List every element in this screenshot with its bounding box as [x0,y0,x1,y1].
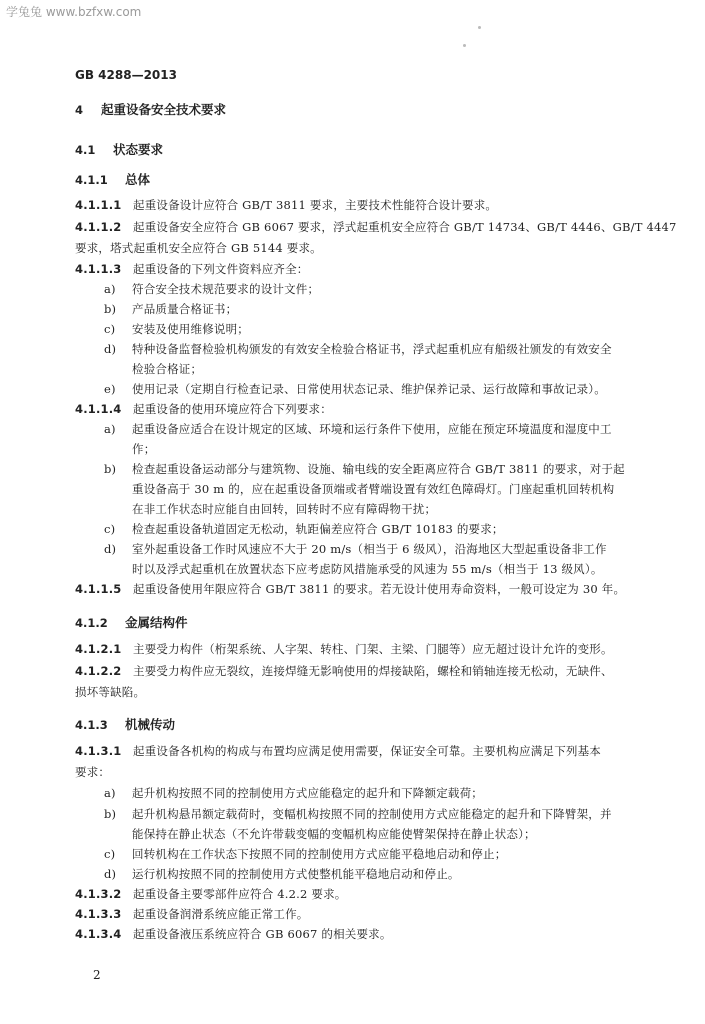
clause-number: 4.1.3 [75,718,108,732]
paragraph-number: 4.1.1.4 [75,402,122,416]
list-text: 起重设备应适合在设计规定的区域、环境和运行条件下使用，应能在预定环境温度和湿度中工 [132,422,612,436]
list-item [104,341,612,357]
clause-number: 4.1.1 [75,173,108,187]
list-text: 安装及使用维修说明； [132,322,249,336]
paragraph-4-1-1-4 [75,401,332,417]
list-item [104,785,483,801]
standard-code: GB 4288—2013 [75,68,177,82]
paragraph-text: 起重设备润滑系统应能正常工作。 [133,907,309,921]
paragraph-4-1-3-1 [75,743,601,759]
list-continuation: 重设备高于 30 m 的，应在起重设备顶端或者臂端设置有效红色障碍灯。门座起重机回转机构 [132,482,615,496]
paragraph-text: 主要受力构件应无裂纹，连接焊缝无影响使用的焊接缺陷，螺栓和销轴连接无松动，无缺件、 [133,664,613,678]
paragraph-continuation: 损坏等缺陷。 [75,685,146,699]
paragraph-number: 4.1.1.2 [75,220,122,234]
list-label: a) [104,786,116,800]
paragraph-text: 起重设备使用年限应符合 GB/T 3811 的要求。若无设计使用寿命资料，一般可设定为 30 年。 [133,582,626,596]
list-text: 使用记录（定期自行检查记录、日常使用状态记录、维护保养记录、运行故障和事故记录）。 [132,382,606,396]
paragraph-text: 主要受力构件（桁架系统、人字架、转柱、门架、主梁、门腿等）应无超过设计允许的变形。 [133,642,613,656]
list-item [104,301,237,317]
paragraph-4-1-1-5 [75,581,625,597]
list-label: c) [104,847,116,861]
list-label: b) [104,462,117,476]
paragraph-4-1-2-1 [75,641,613,657]
list-text: 室外起重设备工作时风速应不大于 20 m/s（相当于 6 级风），沿海地区大型起重设备非工作 [132,542,607,556]
subsection-heading [75,140,163,158]
list-label: c) [104,322,116,336]
paragraph-continuation: 要求： [75,765,111,779]
list-continuation: 时以及浮式起重机在放置状态下应考虑防风措施承受的风速为 55 m/s（相当于 13 级风）。 [132,562,603,576]
clause-heading [75,715,175,733]
paragraph-4-1-3-2 [75,886,346,902]
list-continuation: 在非工作状态时应能自由回转，回转时不应有障碍物干扰； [132,502,437,516]
list-item [104,806,612,822]
paragraph-number: 4.1.1.1 [75,198,122,212]
paragraph-4-1-1-2 [75,219,677,235]
list-item [104,541,607,557]
paragraph-text: 起重设备各机构的构成与布置均应满足使用需要，保证安全可靠。主要机构应满足下列基本 [133,744,601,758]
paragraph-number: 4.1.2.2 [75,664,122,678]
clause-heading [75,613,188,631]
paragraph-number: 4.1.2.1 [75,642,122,656]
list-label: d) [104,542,117,556]
list-text: 特种设备监督检验机构颁发的有效安全检验合格证书，浮式起重机应有船级社颁发的有效安全 [132,342,612,356]
clause-title: 总体 [125,172,151,187]
list-item [104,521,504,537]
paragraph-4-1-3-3 [75,906,309,922]
clause-title: 机械传动 [125,717,176,732]
list-continuation: 能保持在静止状态（不允许带载变幅的变幅机构应能使臂架保持在静止状态）； [132,827,536,841]
section-number: 4 [75,103,84,117]
list-text: 回转机构在工作状态下按照不同的控制使用方式应能平稳地启动和停止； [132,847,507,861]
paragraph-text: 起重设备的下列文件资料应齐全： [133,262,309,276]
section-title: 起重设备安全技术要求 [101,102,227,117]
list-label: e) [104,382,116,396]
list-label: d) [104,867,117,881]
list-text: 运行机构按照不同的控制使用方式使整机能平稳地启动和停止。 [132,867,460,881]
subsection-title: 状态要求 [113,142,164,157]
list-label: b) [104,302,117,316]
paragraph-number: 4.1.3.2 [75,887,122,901]
list-text: 产品质量合格证书； [132,302,238,316]
paragraph-text: 起重设备主要零部件应符合 4.2.2 要求。 [133,887,347,901]
section-heading [75,100,226,118]
subsection-number: 4.1 [75,143,96,157]
list-item [104,866,460,882]
list-label: b) [104,807,117,821]
list-text: 起升机构悬吊额定载荷时，变幅机构按照不同的控制使用方式应能稳定的起升和下降臂架，并 [132,807,612,821]
list-continuation: 检验合格证； [132,362,203,376]
paragraph-4-1-2-2 [75,663,613,679]
paragraph-text: 起重设备的使用环境应符合下列要求： [133,402,332,416]
paragraph-4-1-1-1 [75,197,497,213]
paragraph-number: 4.1.1.5 [75,582,122,596]
paragraph-number: 4.1.3.3 [75,907,122,921]
list-item [104,421,612,437]
list-label: c) [104,522,116,536]
paragraph-4-1-1-3 [75,261,309,277]
paragraph-number: 4.1.1.3 [75,262,122,276]
list-text: 检查起重设备轨道固定无松动，轨距偏差应符合 GB/T 10183 的要求； [132,522,504,536]
clause-title: 金属结构件 [125,615,188,630]
list-label: a) [104,422,116,436]
clause-number: 4.1.2 [75,616,108,630]
paragraph-4-1-3-4 [75,926,392,942]
paragraph-number: 4.1.3.1 [75,744,122,758]
list-text: 起升机构按照不同的控制使用方式应能稳定的起升和下降额定载荷； [132,786,483,800]
paragraph-text: 起重设备设计应符合 GB/T 3811 要求，主要技术性能符合设计要求。 [133,198,498,212]
list-item [104,461,625,477]
list-item [104,381,606,397]
list-item [104,321,249,337]
list-continuation: 作； [132,442,156,456]
scan-mark [478,26,481,29]
list-label: a) [104,282,116,296]
paragraph-text: 起重设备液压系统应符合 GB 6067 的相关要求。 [133,927,392,941]
paragraph-number: 4.1.3.4 [75,927,122,941]
clause-heading [75,170,150,188]
watermark: 学兔兔 www.bzfxw.com [6,5,142,19]
paragraph-continuation: 要求，塔式起重机安全应符合 GB 5144 要求。 [75,241,322,255]
list-item [104,281,319,297]
list-text: 检查起重设备运动部分与建筑物、设施、输电线的安全距离应符合 GB/T 3811 的要求，对于起 [132,462,625,476]
list-item [104,846,506,862]
page-number: 2 [93,968,101,982]
scan-mark [463,44,466,47]
list-label: d) [104,342,117,356]
list-text: 符合安全技术规范要求的设计文件； [132,282,320,296]
paragraph-text: 起重设备安全应符合 GB 6067 要求，浮式起重机安全应符合 GB/T 14734、GB/T 4446、GB/T 4447 [133,220,677,234]
